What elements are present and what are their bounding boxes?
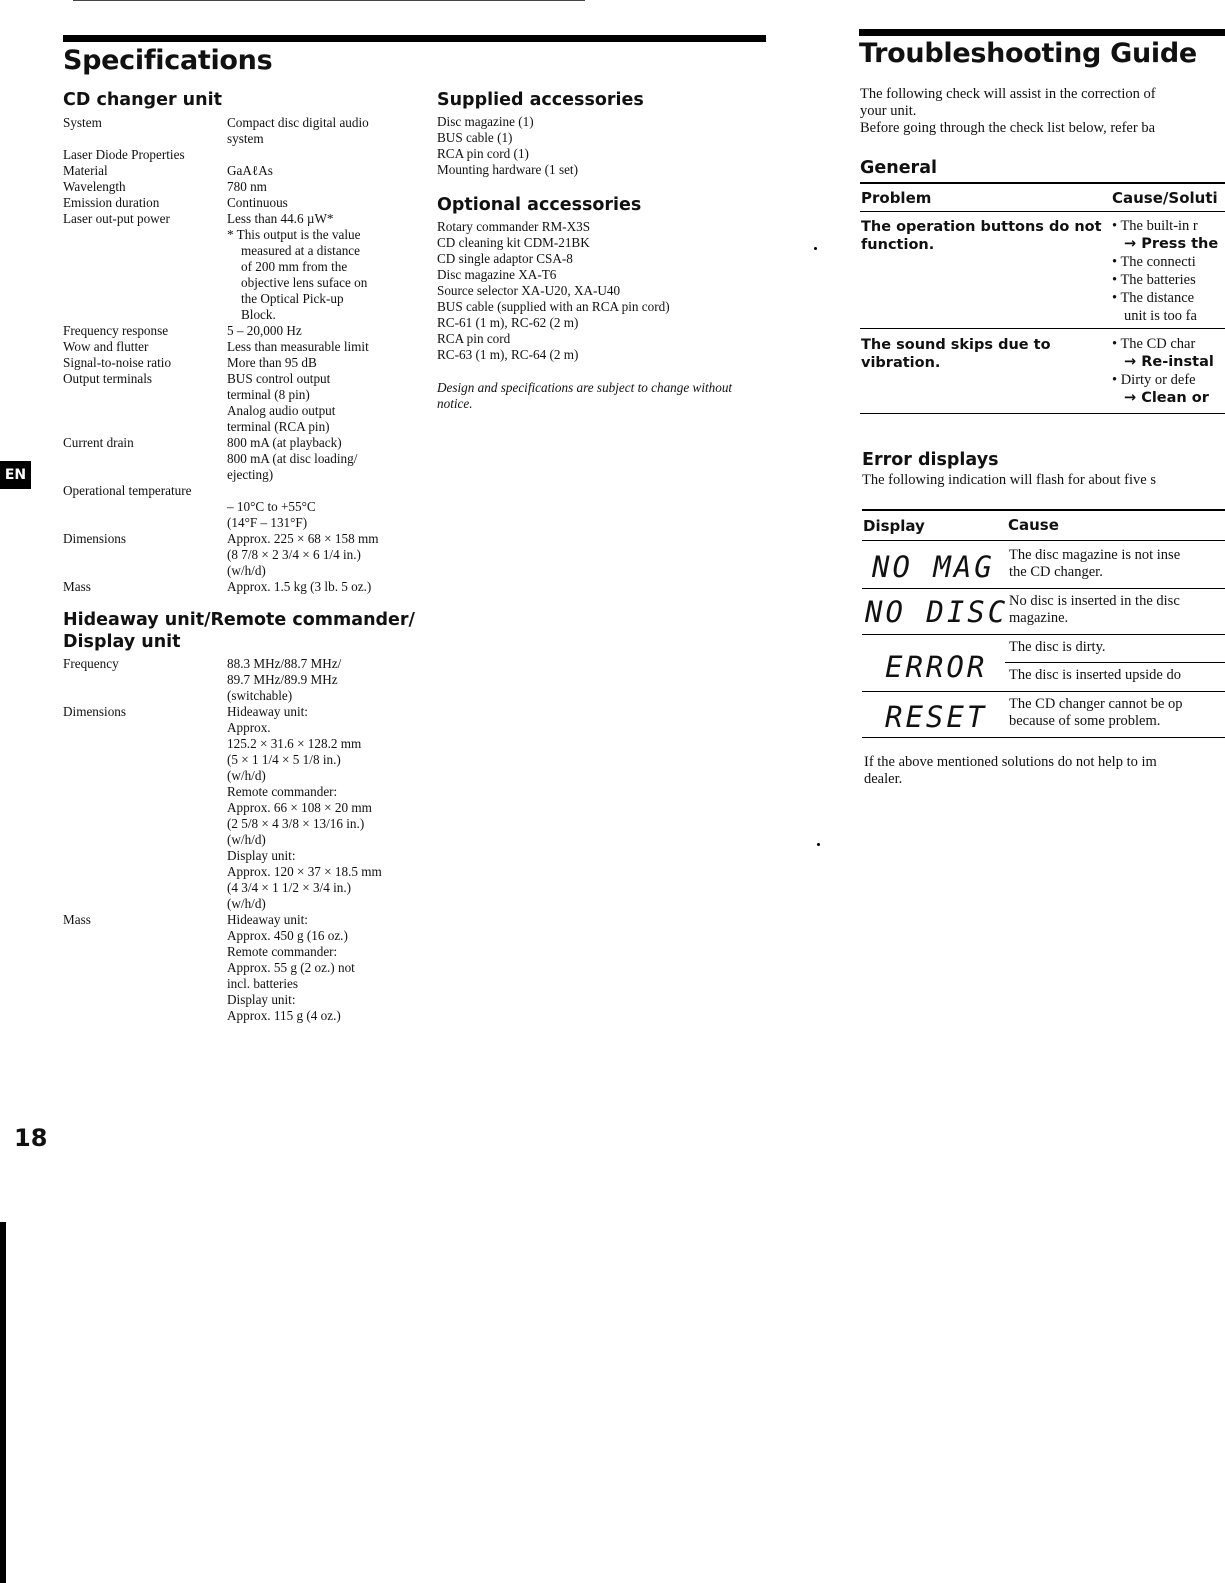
spec-value: – 10°C to +55°C (14°F – 131°F) [227, 499, 316, 530]
col-cause-header: Cause [1008, 516, 1059, 534]
spec-value: Less than measurable limit [227, 339, 369, 354]
spec-value: 5 – 20,000 Hz [227, 323, 302, 338]
spec-value: BUS control output terminal (8 pin) Analog audio output terminal (RCA pin) [227, 371, 336, 434]
general-heading: General [860, 158, 937, 178]
troubleshooting-title: Troubleshooting Guide [859, 38, 1197, 69]
spec-value: 88.3 MHz/88.7 MHz/ 89.7 MHz/89.9 MHz (switchable) [227, 656, 342, 703]
speck [817, 843, 820, 846]
speck [814, 247, 817, 250]
error-table-top-rule [862, 509, 1225, 511]
cause-error-upside-down: The disc is inserted upside do [1009, 667, 1181, 683]
list-item: RC-61 (1 m), RC-62 (2 m) [437, 315, 579, 330]
spec-value: Hideaway unit: Approx. 125.2 × 31.6 × 128.2 mm (5 × 1 1/4 × 5 1/8 in.) (w/h/d) Remote commander: Approx. 66 × 108 × 20 mm (2 5/8 × 4 3/8 × 13/16 in.) (w/h/d) Display unit: Approx. 120 × 37 × 18.5 mm (4 3/4 × 1 1/2 × 3/4 in.) (w/h/d) [227, 704, 382, 911]
spec-value: 780 nm [227, 179, 267, 194]
troubleshooting-footer: If the above mentioned solutions do not help to im dealer. [864, 754, 1157, 787]
spec-label: Wavelength [63, 179, 126, 194]
lcd-error: ERROR [885, 650, 988, 684]
list-item: Source selector XA-U20, XA-U40 [437, 283, 621, 298]
general-header-rule [860, 211, 1225, 212]
list-item: RCA pin cord [437, 331, 511, 346]
error-table-bottom-rule [862, 737, 1225, 738]
troubleshooting-intro: The following check will assist in the correction of your unit. Before going through the check list below, refer ba [860, 86, 1156, 136]
spec-value: 800 mA (at playback) 800 mA (at disc loading/ ejecting) [227, 435, 358, 482]
specifications-note: Design and specifications are subject to change without notice. [437, 380, 733, 411]
spec-value: Continuous [227, 195, 288, 210]
list-item: Rotary commander RM-X3S [437, 219, 591, 234]
spec-label: Material [63, 163, 108, 178]
col-display-header: Display [863, 517, 925, 535]
spec-value: Approx. 1.5 kg (3 lb. 5 oz.) [227, 579, 372, 594]
list-item: BUS cable (supplied with an RCA pin cord) [437, 299, 670, 314]
cause-no-mag: The disc magazine is not inse the CD changer. [1009, 547, 1181, 580]
list-item: RC-63 (1 m), RC-64 (2 m) [437, 347, 579, 362]
error-row-rule [862, 588, 1225, 589]
spec-label: Laser out-put power [63, 211, 170, 226]
cause-error-dirty: The disc is dirty. [1009, 639, 1106, 655]
optional-accessories-heading: Optional accessories [437, 195, 642, 215]
spec-label: Operational temperature [63, 483, 192, 498]
spec-label: Laser Diode Properties [63, 147, 185, 162]
list-item: RCA pin cord (1) [437, 146, 529, 161]
spec-label: Wow and flutter [63, 339, 149, 354]
spec-label: System [63, 115, 102, 130]
lcd-no-mag: NO MAG [872, 550, 995, 584]
list-item: Disc magazine (1) [437, 114, 534, 129]
solution-buttons: • The built-in r → Press the • The connecti • The batteries • The distance unit is too fa [1112, 218, 1219, 324]
cause-reset: The CD changer cannot be op because of some problem. [1009, 696, 1183, 729]
error-displays-intro: The following indication will flash for about five s [862, 472, 1156, 488]
spec-label: Frequency response [63, 323, 169, 338]
spec-label: Current drain [63, 435, 134, 450]
col-problem-header: Problem [861, 189, 932, 207]
optional-accessories-list [437, 219, 670, 363]
spec-label: Output terminals [63, 371, 153, 386]
supplied-accessories-heading: Supplied accessories [437, 90, 644, 110]
cd-changer-heading: CD changer unit [63, 90, 222, 110]
cause-no-disc: No disc is inserted in the disc magazine. [1009, 593, 1180, 626]
error-header-rule [862, 540, 1225, 541]
spec-label: Frequency [63, 656, 119, 671]
lcd-reset: RESET [885, 700, 988, 734]
general-table-top-rule [860, 182, 1225, 184]
title-bar-left [63, 35, 766, 42]
problem-sound-skips: The sound skips due to vibration. [861, 337, 1051, 371]
spec-value: GaAℓAs [227, 163, 273, 178]
list-item: Disc magazine XA-T6 [437, 267, 557, 282]
list-item: Mounting hardware (1 set) [437, 162, 578, 177]
spec-value: Hideaway unit: Approx. 450 g (16 oz.) Remote commander: Approx. 55 g (2 oz.) not incl. batteries Display unit: Approx. 115 g (4 oz.) [227, 912, 355, 1023]
list-item: CD single adaptor CSA-8 [437, 251, 573, 266]
list-item: BUS cable (1) [437, 130, 513, 145]
language-tab: EN [0, 461, 31, 489]
hideaway-heading-line2: Display unit [63, 632, 181, 652]
spec-label: Signal-to-noise ratio [63, 355, 172, 370]
solution-sound-skips: • The CD char → Re-instal • Dirty or defe → Clean or [1112, 336, 1214, 406]
list-item: CD cleaning kit CDM-21BK [437, 235, 590, 250]
top-rule [73, 0, 585, 1]
left-edge-rule [0, 1222, 6, 1583]
spec-value: Less than 44.6 µW* * This output is the value measured at a distance of 200 mm from the objective lens suface on the Optical Pick-up Block. [227, 211, 368, 322]
spec-label: Dimensions [63, 531, 127, 546]
spec-value: More than 95 dB [227, 355, 317, 370]
spec-value: Approx. 225 × 68 × 158 mm (8 7/8 × 2 3/4 × 6 1/4 in.) (w/h/d) [227, 531, 379, 578]
general-table-bottom-rule [860, 413, 1225, 414]
lcd-no-disc: NO DISC [865, 595, 1009, 629]
col-cause-solution-header: Cause/Soluti [1112, 189, 1218, 207]
page-number: 18 [14, 1124, 48, 1152]
spec-label: Mass [63, 579, 91, 594]
error-subrow-rule [1005, 662, 1225, 663]
supplied-accessories-list [437, 114, 578, 178]
spec-value: Compact disc digital audio system [227, 115, 369, 146]
title-bar-right [859, 29, 1225, 36]
problem-buttons: The operation buttons do not function. [861, 219, 1102, 253]
general-row-rule [860, 328, 1225, 329]
spec-label: Emission duration [63, 195, 160, 210]
hideaway-heading-line1: Hideaway unit/Remote commander/ [63, 610, 415, 630]
page-title: Specifications [63, 45, 273, 76]
spec-label: Mass [63, 912, 91, 927]
error-displays-heading: Error displays [862, 450, 999, 470]
spec-label: Dimensions [63, 704, 127, 719]
error-row-rule [862, 634, 1225, 635]
error-row-rule [862, 691, 1225, 692]
